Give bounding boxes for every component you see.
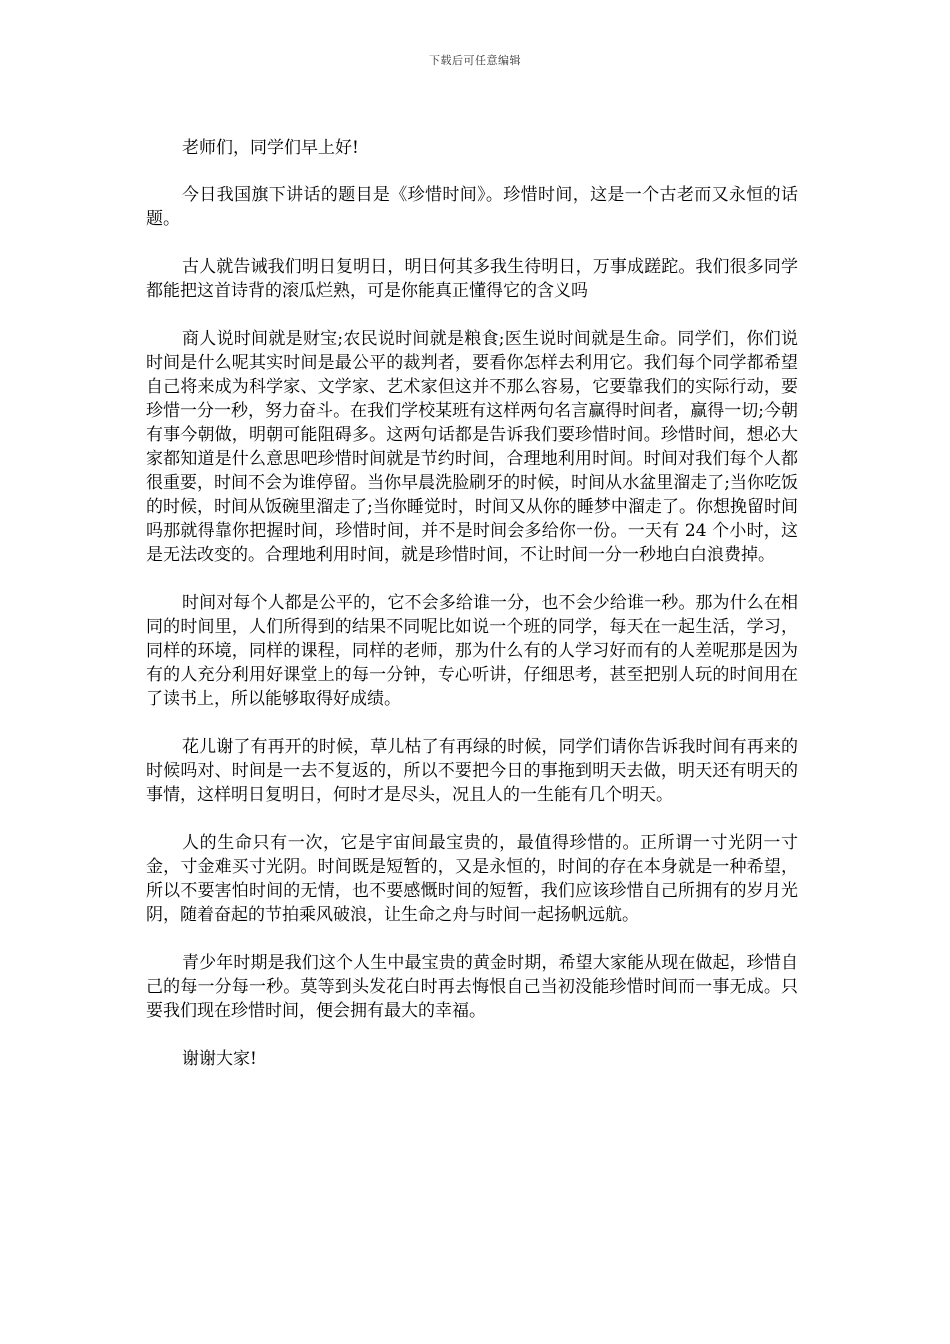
page-header-note: 下载后可任意编辑 bbox=[429, 54, 521, 67]
time-fairness-paragraph: 时间对每个人都是公平的，它不会多给谁一分，也不会少给谁一秒。那为什么在相同的时间里，人们所得到的结果不同呢比如说一个班的同学，每天在一起生活，学习，同样的环境，同样的课程，同样的老师，那为什么有的人学习好而有的人差呢那是因为有的人充分利用好课堂上的每一分钟，专心听讲，仔细思考，甚至把别人玩的时间用在了读书上，所以能够取得好成绩。 bbox=[146, 593, 798, 709]
flowers-paragraph: 花儿谢了有再开的时候，草儿枯了有再绿的时候，同学们请你告诉我时间有再来的时候吗对、时间是一去不复返的，所以不要把今日的事拖到明天去做，明天还有明天的事情，这样明日复明日，何时才是尽头，况且人的一生能有几个明天。 bbox=[146, 737, 798, 805]
time-meaning-paragraph: 商人说时间就是财宝;农民说时间就是粮食;医生说时间就是生命。同学们，你们说时间是什么呢其实时间是最公平的裁判者，要看你怎样去利用它。我们每个同学都希望自己将来成为科学家、文学家、艺术家但这并不那么容易，它要靠我们的实际行动，要珍惜一分一秒，努力奋斗。在我们学校某班有这样两句名言赢得时间者，赢得一切;今朝有事今朝做，明朝可能阻碍多。这两句话都是告诉我们要珍惜时间。珍惜时间，想必大家都知道是什么意思吧珍惜时间就是节约时间，合理地利用时间。时间对我们每个人都很重要，时间不会为谁停留。当你早晨洗脸刷牙的时候，时间从水盆里溜走了;当你吃饭的时候，时间从饭碗里溜走了;当你睡觉时，时间又从你的睡梦中溜走了。你想挽留时间吗那就得靠你把握时间，珍惜时间，并不是时间会多给你一份。一天有 24 个小时，这是无法改变的。合理地利用时间，就是珍惜时间，不让时间一分一秒地白白浪费掉。 bbox=[146, 329, 798, 565]
greeting-paragraph: 老师们，同学们早上好! bbox=[182, 138, 359, 158]
ancient-saying-paragraph: 古人就告诫我们明日复明日，明日何其多我生待明日，万事成蹉跎。我们很多同学都能把这首诗背的滚瓜烂熟，可是你能真正懂得它的含义吗 bbox=[146, 257, 798, 301]
youth-paragraph: 青少年时期是我们这个人生中最宝贵的黄金时期，希望大家能从现在做起，珍惜自己的每一分每一秒。莫等到头发花白时再去悔恨自己当初没能珍惜时间而一事无成。只要我们现在珍惜时间，便会拥有最大的幸福。 bbox=[146, 953, 798, 1021]
life-paragraph: 人的生命只有一次，它是宇宙间最宝贵的，最值得珍惜的。正所谓一寸光阴一寸金，寸金难买寸光阴。时间既是短暂的，又是永恒的，时间的存在本身就是一种希望，所以不要害怕时间的无情，也不要感慨时间的短暂，我们应该珍惜自己所拥有的岁月光阴，随着奋起的节拍乘风破浪，让生命之舟与时间一起扬帆远航。 bbox=[146, 833, 798, 925]
document-body bbox=[146, 136, 798, 1095]
topic-paragraph: 今日我国旗下讲话的题目是《珍惜时间》。珍惜时间，这是一个古老而又永恒的话题。 bbox=[146, 185, 798, 229]
closing-paragraph: 谢谢大家! bbox=[182, 1049, 257, 1069]
